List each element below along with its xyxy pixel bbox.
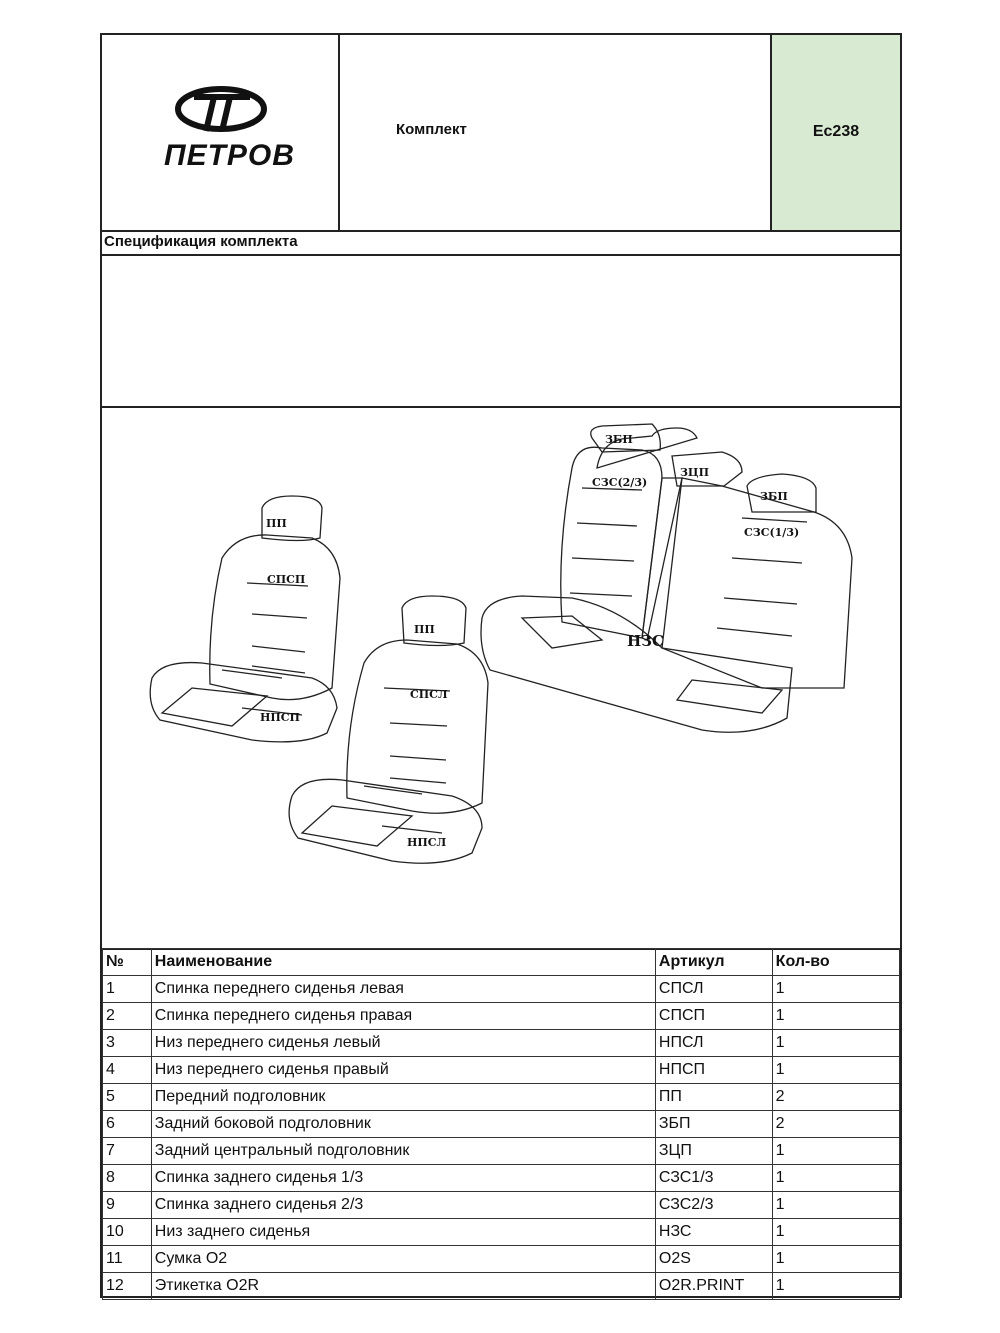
cell-number: 11	[103, 1246, 152, 1273]
cell-name: Спинка заднего сиденья 2/3	[151, 1192, 655, 1219]
logo-cell	[102, 35, 340, 230]
cell-article: O2S	[655, 1246, 772, 1273]
cell-article: НЗС	[655, 1219, 772, 1246]
table-row	[103, 976, 900, 1003]
table-row	[103, 1111, 900, 1138]
cell-quantity: 1	[772, 1003, 899, 1030]
spec-title: Спецификация комплекта	[104, 233, 298, 250]
cell-number: 10	[103, 1219, 152, 1246]
cell-quantity: 2	[772, 1084, 899, 1111]
cell-quantity: 1	[772, 1138, 899, 1165]
cell-article: ПП	[655, 1084, 772, 1111]
cell-name: Спинка заднего сиденья 1/3	[151, 1165, 655, 1192]
front-right-seat	[289, 596, 488, 863]
label-front-right-headrest: ПП	[414, 623, 435, 636]
cell-quantity: 1	[772, 976, 899, 1003]
col-header-quantity: Кол-во	[772, 949, 899, 976]
cell-quantity: 1	[772, 1273, 899, 1300]
cell-quantity: 1	[772, 1246, 899, 1273]
table-row	[103, 1192, 900, 1219]
label-rear-left-headrest: ЗБП	[605, 433, 633, 446]
table-row	[103, 1165, 900, 1192]
label-rear-center-headrest: ЗЦП	[680, 466, 709, 479]
label-rear-back-23: СЗС(2/3)	[592, 476, 648, 489]
label-rear-back-13: СЗС(1/3)	[744, 526, 800, 539]
cell-article: СЗС1/3	[655, 1165, 772, 1192]
col-header-name: Наименование	[151, 949, 655, 976]
cell-article: ЗЦП	[655, 1138, 772, 1165]
table-row	[103, 1273, 900, 1300]
kit-title: Комплект	[396, 121, 467, 138]
brand-logo-icon	[102, 35, 338, 145]
table-row	[103, 1246, 900, 1273]
cell-article: НПСЛ	[655, 1030, 772, 1057]
parts-table	[102, 948, 900, 1300]
kit-code: Ec238	[812, 123, 860, 140]
table-row	[103, 1003, 900, 1030]
cell-name: Низ заднего сиденья	[151, 1219, 655, 1246]
cell-name: Задний боковой подголовник	[151, 1111, 655, 1138]
col-header-article: Артикул	[655, 949, 772, 976]
cell-name: Передний подголовник	[151, 1084, 655, 1111]
parts-table-body	[103, 976, 900, 1300]
cell-name: Этикетка O2R	[151, 1273, 655, 1300]
cell-number: 8	[103, 1165, 152, 1192]
table-row	[103, 1219, 900, 1246]
cell-quantity: 2	[772, 1111, 899, 1138]
cell-name: Сумка O2	[151, 1246, 655, 1273]
title-cell	[340, 35, 772, 230]
label-rear-bottom: НЗС	[627, 632, 664, 650]
cell-name: Спинка переднего сиденья левая	[151, 976, 655, 1003]
cell-article: O2R.PRINT	[655, 1273, 772, 1300]
cell-number: 2	[103, 1003, 152, 1030]
cell-name: Задний центральный подголовник	[151, 1138, 655, 1165]
cell-number: 3	[103, 1030, 152, 1057]
cell-article: СПСП	[655, 1003, 772, 1030]
col-header-number: №	[103, 949, 152, 976]
label-front-right-bottom: НПСЛ	[407, 836, 447, 849]
table-row	[103, 1057, 900, 1084]
label-front-left-bottom: НПСП	[260, 711, 300, 724]
seat-diagram	[102, 408, 900, 950]
label-front-right-back: СПСЛ	[410, 688, 448, 701]
cell-article: СПСЛ	[655, 976, 772, 1003]
cell-number: 6	[103, 1111, 152, 1138]
table-row	[103, 1138, 900, 1165]
cell-quantity: 1	[772, 1219, 899, 1246]
cell-name: Низ переднего сиденья правый	[151, 1057, 655, 1084]
cell-number: 4	[103, 1057, 152, 1084]
spec-sheet	[100, 33, 902, 1298]
header	[102, 35, 900, 232]
table-header-row	[103, 949, 900, 976]
brand-name: ПЕТРОВ	[164, 139, 295, 172]
front-left-seat	[150, 496, 340, 742]
label-front-left-headrest: ПП	[266, 517, 287, 530]
cell-name: Спинка переднего сиденья правая	[151, 1003, 655, 1030]
cell-article: НПСП	[655, 1057, 772, 1084]
label-rear-right-headrest: ЗБП	[760, 490, 788, 503]
cell-number: 9	[103, 1192, 152, 1219]
cell-number: 5	[103, 1084, 152, 1111]
cell-article: ЗБП	[655, 1111, 772, 1138]
seat-drawing	[102, 408, 900, 948]
cell-quantity: 1	[772, 1192, 899, 1219]
cell-number: 7	[103, 1138, 152, 1165]
cell-number: 1	[103, 976, 152, 1003]
cell-article: СЗС2/3	[655, 1192, 772, 1219]
notes-area	[102, 256, 900, 408]
cell-name: Низ переднего сиденья левый	[151, 1030, 655, 1057]
cell-quantity: 1	[772, 1057, 899, 1084]
rear-bench	[481, 424, 852, 732]
label-front-left-back: СПСП	[267, 573, 306, 586]
table-row	[103, 1084, 900, 1111]
cell-quantity: 1	[772, 1165, 899, 1192]
spec-title-row	[102, 230, 900, 256]
cell-quantity: 1	[772, 1030, 899, 1057]
code-cell	[772, 35, 900, 230]
cell-number: 12	[103, 1273, 152, 1300]
table-row	[103, 1030, 900, 1057]
